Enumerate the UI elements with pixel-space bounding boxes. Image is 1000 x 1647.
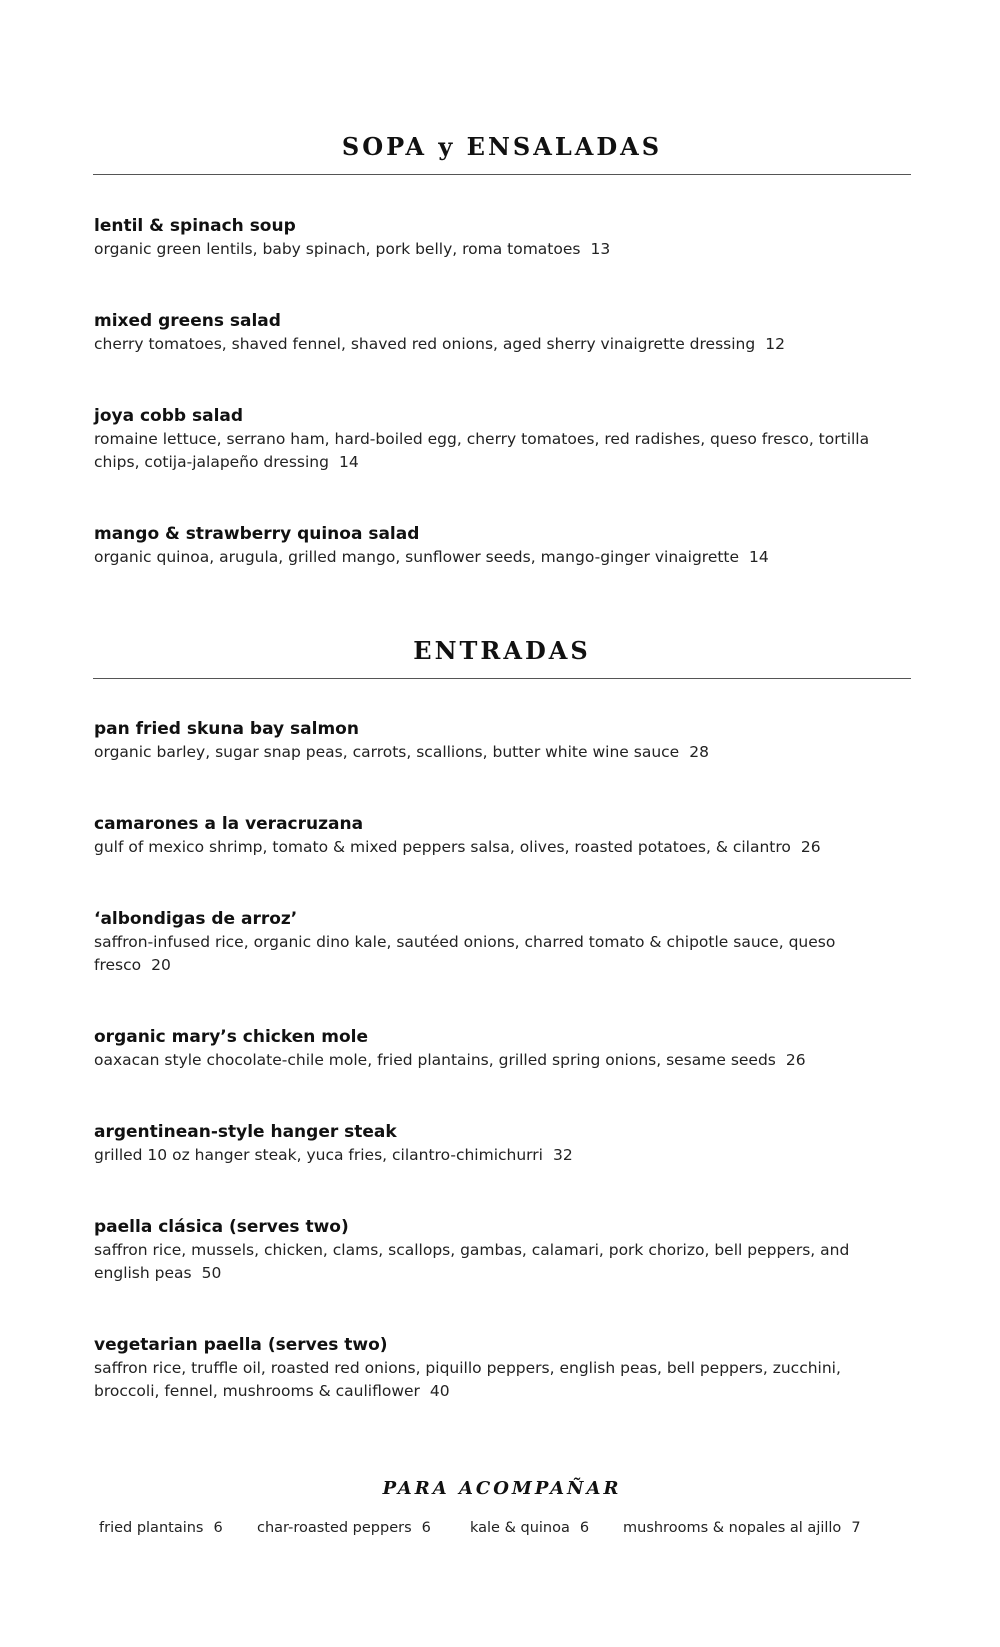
item-price: 26 <box>800 838 821 856</box>
menu-item <box>94 1121 894 1167</box>
menu-item <box>94 1334 894 1403</box>
side-item: char-roasted peppers 6 <box>257 1520 431 1536</box>
item-price: 28 <box>689 743 709 761</box>
section-divider <box>93 678 911 679</box>
item-price: 50 <box>201 1264 222 1282</box>
menu-item <box>94 718 894 764</box>
side-item: kale & quinoa 6 <box>470 1520 590 1536</box>
item-name: mixed greens salad <box>94 311 281 331</box>
section-title-sopa-ensaladas: SOPA y ENSALADAS <box>341 132 663 161</box>
item-price: 14 <box>338 453 359 471</box>
menu-item <box>94 908 894 977</box>
side-price: 6 <box>579 1520 590 1536</box>
item-description: romaine lettuce, serrano ham, hard-boiled egg, cherry tomatoes, red radishes, queso fresco, tortilla chips, cotija-jalapeño dressing 14 <box>94 430 870 471</box>
menu-item <box>94 310 894 356</box>
item-name: ‘albondigas de arroz’ <box>94 909 298 929</box>
item-description: grilled 10 oz hanger steak, yuca fries, cilantro-chimichurri 32 <box>94 1146 573 1164</box>
menu-item <box>94 813 894 859</box>
item-name: mango & strawberry quinoa salad <box>94 524 420 544</box>
side-price: 6 <box>213 1520 223 1536</box>
section-divider <box>93 174 911 175</box>
item-price: 40 <box>429 1382 450 1400</box>
item-description: saffron rice, mussels, chicken, clams, scallops, gambas, calamari, pork chorizo, bell peppers, and english peas 50 <box>94 1241 850 1282</box>
item-description: saffron-infused rice, organic dino kale, sautéed onions, charred tomato & chipotle sauce, queso fresco 20 <box>94 933 836 974</box>
side-item: mushrooms & nopales al ajillo 7 <box>623 1520 861 1536</box>
item-description: gulf of mexico shrimp, tomato & mixed peppers salsa, olives, roasted potatoes, & cilantro 26 <box>94 838 821 856</box>
item-description: organic quinoa, arugula, grilled mango, sunflower seeds, mango-ginger vinaigrette 14 <box>94 548 769 566</box>
item-description: saffron rice, truffle oil, roasted red onions, piquillo peppers, english peas, bell peppers, zucchini, broccoli, fennel, mushrooms & cauliflower 40 <box>94 1359 841 1400</box>
item-price: 13 <box>590 240 611 258</box>
item-price: 32 <box>552 1146 573 1164</box>
side-price: 7 <box>851 1520 861 1536</box>
menu-item <box>94 1026 894 1072</box>
item-name: pan fried skuna bay salmon <box>94 719 359 739</box>
item-name: paella clásica (serves two) <box>94 1217 349 1237</box>
item-name: joya cobb salad <box>94 406 244 426</box>
item-name: vegetarian paella (serves two) <box>94 1335 388 1355</box>
menu-item <box>94 1216 894 1285</box>
item-description: organic barley, sugar snap peas, carrots, scallions, butter white wine sauce 28 <box>94 743 709 761</box>
item-description: organic green lentils, baby spinach, pork belly, roma tomatoes 13 <box>94 240 611 258</box>
section-title-entradas: ENTRADAS <box>413 636 591 665</box>
item-description: cherry tomatoes, shaved fennel, shaved red onions, aged sherry vinaigrette dressing 12 <box>94 335 785 353</box>
item-price: 12 <box>765 335 785 353</box>
menu-item <box>94 405 894 474</box>
side-item: fried plantains 6 <box>99 1520 223 1536</box>
item-price: 14 <box>749 548 769 566</box>
item-name: argentinean-style hanger steak <box>94 1122 397 1142</box>
item-name: lentil & spinach soup <box>94 216 296 236</box>
item-price: 26 <box>785 1051 806 1069</box>
menu-item <box>94 215 894 261</box>
side-price: 6 <box>421 1520 431 1536</box>
item-description: oaxacan style chocolate-chile mole, fried plantains, grilled spring onions, sesame seeds 26 <box>94 1051 806 1069</box>
item-price: 20 <box>151 956 171 974</box>
sides-title: PARA ACOMPAÑAR <box>382 1478 622 1499</box>
item-name: camarones a la veracruzana <box>94 814 364 834</box>
menu-item <box>94 523 894 569</box>
item-name: organic mary’s chicken mole <box>94 1027 369 1047</box>
